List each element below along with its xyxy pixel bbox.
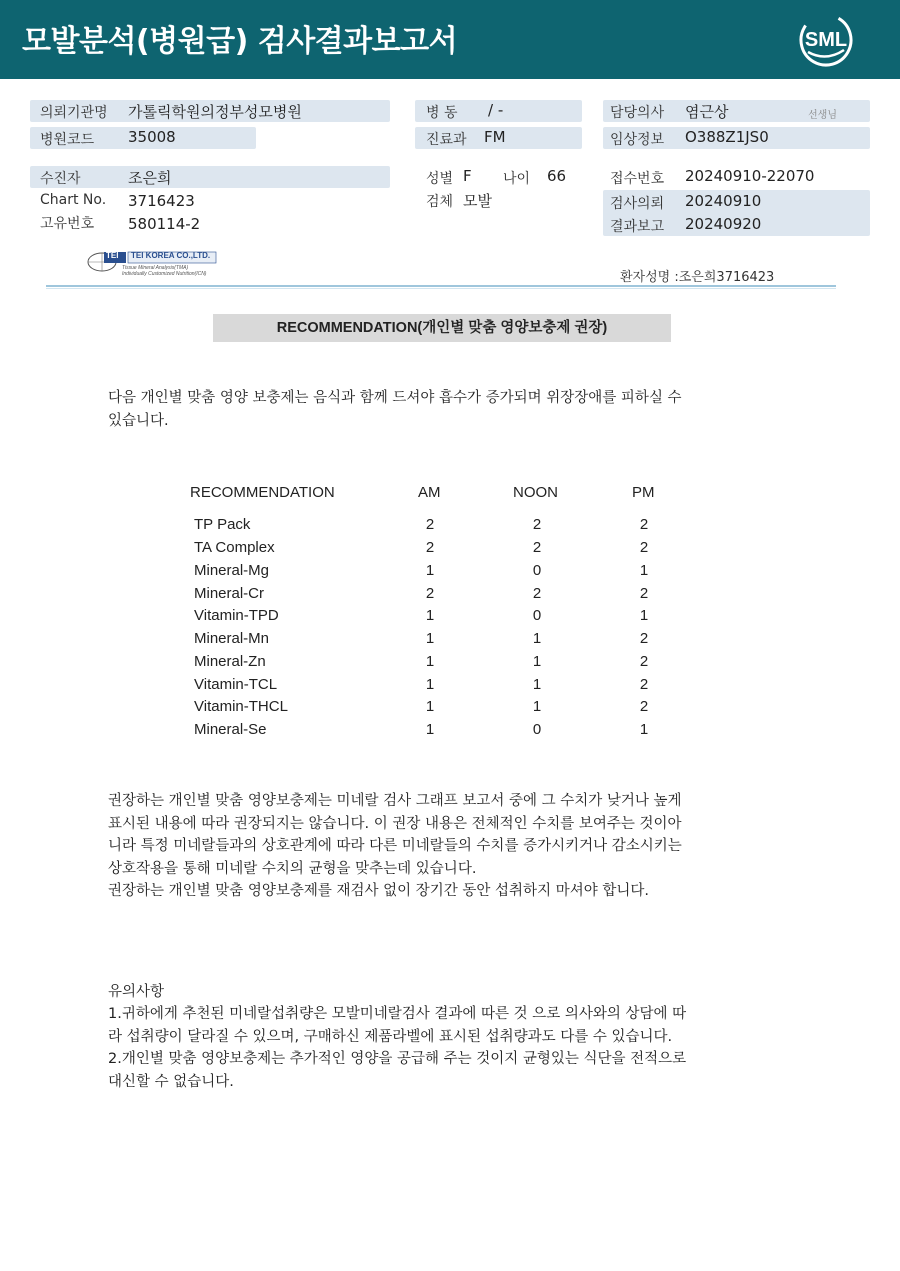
recommendation-title: RECOMMENDATION(개인별 맞춤 영양보충제 권장) xyxy=(213,314,671,342)
noon-dose: 2 xyxy=(532,539,542,556)
am-dose: 1 xyxy=(425,607,435,624)
chart-label: Chart No. xyxy=(40,192,107,208)
unique-value: 580114-2 xyxy=(128,215,201,233)
pm-dose: 2 xyxy=(639,585,649,602)
table-row xyxy=(0,585,900,608)
am-dose: 1 xyxy=(425,676,435,693)
noon-dose: 2 xyxy=(532,585,542,602)
sml-logo xyxy=(798,12,854,68)
patient-name-line: 환자성명 :조은희3716423 xyxy=(620,270,775,285)
hospital-code-value: 35008 xyxy=(128,128,176,146)
table-row xyxy=(0,562,900,585)
table-row xyxy=(0,653,900,676)
intro-paragraph: 다음 개인별 맞춤 영양 보충제는 음식과 함께 드셔야 흡수가 증가되며 위장장애를 피하실 수 있습니다. xyxy=(108,390,682,429)
separator-line xyxy=(46,285,836,287)
column-header-recommendation: RECOMMENDATION xyxy=(190,484,335,501)
noon-dose: 2 xyxy=(532,516,542,533)
ward-label: 병 동 xyxy=(426,105,458,121)
department-label: 진료과 xyxy=(426,132,467,148)
specimen-label: 검체 xyxy=(426,194,454,210)
am-dose: 1 xyxy=(425,630,435,647)
pm-dose: 2 xyxy=(639,676,649,693)
am-dose: 2 xyxy=(425,516,435,533)
pm-dose: 2 xyxy=(639,539,649,556)
report-value: 20240920 xyxy=(685,215,762,233)
supplement-name: Mineral-Cr xyxy=(194,585,265,602)
notes-heading: 유의사항 xyxy=(108,984,165,1000)
patient-box xyxy=(30,166,390,188)
column-header-am: AM xyxy=(418,484,441,501)
pm-dose: 2 xyxy=(639,630,649,647)
pm-dose: 2 xyxy=(639,653,649,670)
am-dose: 1 xyxy=(425,721,435,738)
request-value: 20240910 xyxy=(685,192,762,210)
pm-dose: 2 xyxy=(639,516,649,533)
sml-logo-text: SML xyxy=(804,29,848,51)
supplement-name: Vitamin-TCL xyxy=(194,676,278,693)
doctor-label: 담당의사 xyxy=(610,105,665,121)
am-dose: 2 xyxy=(425,539,435,556)
pm-dose: 1 xyxy=(639,607,649,624)
column-header-pm: PM xyxy=(632,484,655,501)
patient-label: 수진자 xyxy=(40,171,81,187)
tei-brand: TEI xyxy=(106,251,119,260)
ward-value: / - xyxy=(488,101,504,119)
supplement-name: Vitamin-TPD xyxy=(194,607,279,624)
separator-line-light xyxy=(46,288,836,289)
supplement-name: Mineral-Se xyxy=(194,721,267,738)
pm-dose: 1 xyxy=(639,721,649,738)
am-dose: 2 xyxy=(425,585,435,602)
doctor-suffix: 선생님 xyxy=(808,110,837,121)
age-label: 나이 xyxy=(503,171,531,187)
tei-logo xyxy=(84,250,218,280)
receipt-label: 접수번호 xyxy=(610,171,665,187)
report-title: 모발분석(병원급) 검사결과보고서 xyxy=(22,24,458,59)
table-row xyxy=(0,698,900,721)
supplement-name: Mineral-Zn xyxy=(194,653,266,670)
noon-dose: 0 xyxy=(532,721,542,738)
supplement-name: Mineral-Mg xyxy=(194,562,270,579)
chart-value: 3716423 xyxy=(128,192,195,210)
patient-value: 조은희 xyxy=(128,169,172,187)
column-header-noon: NOON xyxy=(513,484,558,501)
supplement-name: TA Complex xyxy=(194,539,275,556)
am-dose: 1 xyxy=(425,562,435,579)
table-row xyxy=(0,676,900,699)
explanation-paragraph: 권장하는 개인별 맞춤 영양보충제는 미네랄 검사 그래프 보고서 중에 그 수치가 낮거나 높게 표시된 내용에 따라 권장되지는 않습니다. 이 권장 내용은 전체적인 수치를 보여주는 것이아 니라 특정 미네랄들과의 상호관계에 따라 다른 미네랄들의 수치를 증가시키거나 감소시키는 상호작용을 통해 미네랄 수치의 균형을 맞추는데 있습니다. 권장하는 개인별 맞춤 영양보충제를 재검사 없이 장기간 동안 섭취하지 마셔야 합니다. xyxy=(108,793,682,899)
table-row xyxy=(0,516,900,539)
supplement-name: Vitamin-THCL xyxy=(194,698,288,715)
noon-dose: 0 xyxy=(532,562,542,579)
department-value: FM xyxy=(484,128,506,146)
clinical-label: 임상정보 xyxy=(610,132,665,148)
age-value: 66 xyxy=(547,167,567,185)
pm-dose: 2 xyxy=(639,698,649,715)
tei-sub2: Individually Customized Nutrition(ICN) xyxy=(122,271,207,277)
report-label: 결과보고 xyxy=(610,219,665,235)
sex-value: F xyxy=(463,167,472,185)
tei-company: TEI KOREA CO.,LTD. xyxy=(131,251,211,260)
table-row xyxy=(0,607,900,630)
noon-dose: 1 xyxy=(532,698,542,715)
clinical-value: O388Z1JS0 xyxy=(685,128,769,146)
table-row xyxy=(0,721,900,744)
noon-dose: 1 xyxy=(532,676,542,693)
supplement-name: Mineral-Mn xyxy=(194,630,270,647)
hospital-code-label: 병원코드 xyxy=(40,132,95,148)
noon-dose: 0 xyxy=(532,607,542,624)
noon-dose: 1 xyxy=(532,630,542,647)
tei-sub1: Tissue Mineral Analysis(TMA) xyxy=(122,265,189,271)
report-header xyxy=(0,0,900,79)
supplement-name: TP Pack xyxy=(194,516,251,533)
sex-label: 성별 xyxy=(426,171,454,187)
am-dose: 1 xyxy=(425,698,435,715)
noon-dose: 1 xyxy=(532,653,542,670)
specimen-value: 모발 xyxy=(463,192,492,210)
institution-label: 의뢰기관명 xyxy=(40,105,108,121)
doctor-value: 염근상 xyxy=(685,103,729,121)
request-label: 검사의뢰 xyxy=(610,196,665,212)
notes-body: 1.귀하에게 추천된 미네랄섭취량은 모발미네랄검사 결과에 따른 것 으로 의사와의 상담에 따 라 섭취량이 달라질 수 있으며, 구매하신 제품라벨에 표시된 섭취량과도 다를 수 있습니다. 2.개인별 맞춤 영양보충제는 추가적인 영양을 공급해 주는 것이지 균형있는 식단을 전적으로 대신할 수 없습니다. xyxy=(108,1006,687,1090)
am-dose: 1 xyxy=(425,653,435,670)
table-row xyxy=(0,539,900,562)
pm-dose: 1 xyxy=(639,562,649,579)
institution-value: 가톨릭학원의정부성모병원 xyxy=(128,103,302,121)
unique-label: 고유번호 xyxy=(40,216,95,232)
receipt-value: 20240910-22070 xyxy=(685,167,815,185)
table-row xyxy=(0,630,900,653)
